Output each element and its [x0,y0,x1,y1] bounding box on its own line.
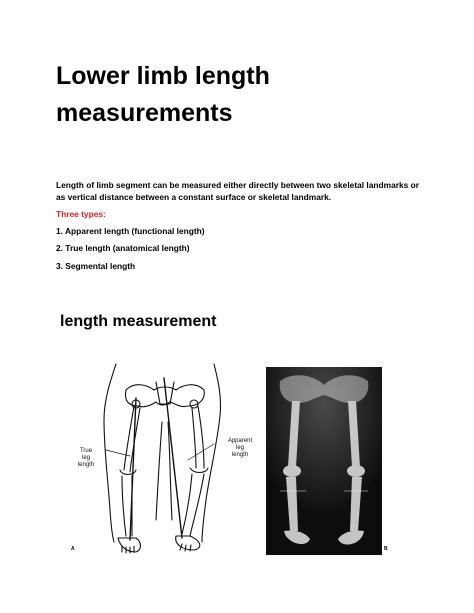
tibia-right [182,474,192,534]
apparent-length-line [164,378,182,538]
xray-knee-right [347,465,365,477]
types-label: Three types: [56,209,106,219]
apparent-label-3: length [231,452,249,458]
true-label-2: leg [81,455,91,461]
body-outline-right [202,364,221,542]
type-item-apparent: 1. Apparent length (functional length) [56,226,205,236]
apparent-label-1: Apparent [227,438,253,444]
type-item-segmental: 3. Segmental length [56,261,136,271]
tibia-left [122,476,126,536]
figure-b-xray [266,367,382,555]
figure-b-label: B [384,546,388,552]
type-item-true: 2. True length (anatomical length) [56,243,190,253]
femur-right-2 [198,406,204,468]
true-label-1: True [79,448,93,454]
true-label-3: length [77,462,95,468]
xray-svg [266,367,382,555]
intro-paragraph: Length of limb segment can be measured either directly between two skeletal landmarks or as vertical distance between a constant surface or skeletal landmark. [56,180,420,202]
page-title [56,58,270,132]
figure-a-leg-diagram [64,360,262,556]
apparent-label-2: leg [235,445,245,451]
foot-right [176,536,200,550]
figure-a-label: A [71,546,75,552]
knee-right [190,468,208,473]
foot-left [118,538,141,552]
section-title: length measurement [60,313,217,330]
body-outline-left [104,364,116,542]
apparent-leader [188,444,214,460]
title-line-1: Lower limb length [56,62,270,90]
leg-diagram-svg [64,360,262,556]
femur-left [124,406,134,470]
femur-right [192,408,196,468]
xray-knee-left [283,465,301,477]
inner-thigh [156,422,162,520]
title-line-2: measurements [56,99,233,127]
tibia-right-2 [190,474,204,536]
